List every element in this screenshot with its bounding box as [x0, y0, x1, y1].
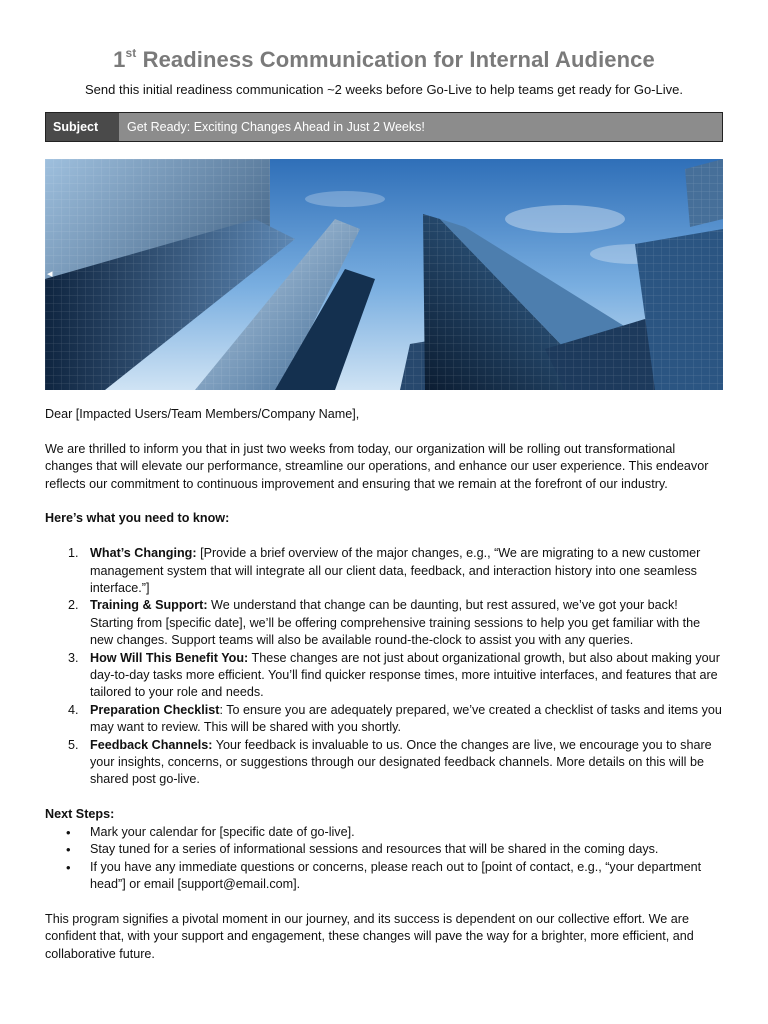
list-number: 5.: [68, 737, 79, 752]
item-title: Feedback Channels:: [90, 737, 213, 752]
bullet-icon: •: [66, 859, 71, 875]
bullet-text: Stay tuned for a series of informational sessions and resources that will be shared in the coming days.: [90, 842, 659, 857]
need-to-know-heading: Here’s what you need to know:: [45, 511, 230, 526]
letter-body: [45, 406, 723, 963]
bullet-text: If you have any immediate questions or concerns, please reach out to [point of contact, e.g., “your department head”] or email [support@email.com].: [90, 859, 702, 891]
bullet-icon: •: [66, 824, 71, 840]
bullet-icon: •: [66, 842, 71, 858]
item-title: Preparation Checklist: [90, 702, 220, 717]
intro-paragraph: We are thrilled to inform you that in just two weeks from today, our organization will be rolling out transformational changes that will elevate our performance, streamline our operations, and enhance our user experience. This endeavor reflects our commitment to continuous improvement and ensuring that we remain at the forefront of our industry.: [45, 441, 709, 491]
list-number: 3.: [68, 650, 79, 665]
subject-value: Get Ready: Exciting Changes Ahead in Just 2 Weeks!: [119, 113, 722, 141]
carousel-prev-icon[interactable]: ◂: [47, 268, 53, 280]
item-text: We understand that change can be daunting, but rest assured, we’ve got your back! Starting from [specific date], we’ll be offering comprehensive training sessions to help you get familiar with the new changes. Support teams will also be available round-the-clock to assist you with any queries.: [90, 598, 701, 648]
page-title: [45, 46, 723, 73]
bullet-list: [45, 824, 723, 894]
item-text: These changes are not just about organizational growth, but also about making your day-to-day tasks more efficient. You’ll find quicker response times, more intuitive interfaces, and features that are tailored to your role and needs.: [90, 650, 720, 700]
subject-box: [45, 112, 723, 142]
subject-label: Subject: [46, 113, 119, 141]
list-number: 4.: [68, 702, 79, 717]
intro-text: Send this initial readiness communication ~2 weeks before Go-Live to help teams get ready for Go-Live.: [85, 82, 683, 97]
item-title: How Will This Benefit You:: [90, 650, 249, 665]
skyscrapers-illustration: [45, 159, 723, 390]
item-title: Training & Support:: [90, 598, 208, 613]
title-superscript: st: [125, 46, 137, 60]
hero-image: [45, 159, 723, 390]
list-item: [45, 545, 723, 597]
list-item: [45, 702, 723, 737]
list-number: 2.: [68, 598, 79, 613]
list-item: [45, 650, 723, 702]
item-text: [Provide a brief overview of the major changes, e.g., “We are migrating to a new customer management system that will integrate all our client data, feedback, and interaction history into one seamless interface.”]: [90, 546, 701, 596]
item-title: What’s Changing:: [90, 546, 197, 561]
numbered-list: [45, 545, 723, 789]
list-item: [45, 737, 723, 789]
item-text: Your feedback is invaluable to us. Once the changes are live, we encourage you to share your insights, concerns, or suggestions through our designated feedback channels. More details on this will be shared post go-live.: [90, 737, 712, 787]
greeting: Dear [Impacted Users/Team Members/Company Name],: [45, 407, 360, 421]
list-item: [45, 597, 723, 649]
item-text: : To ensure you are adequately prepared, we’ve created a checklist of tasks and items you may want to review. This will be shared with you shortly.: [90, 702, 722, 735]
bullet-item: [45, 841, 723, 858]
list-number: 1.: [68, 546, 79, 561]
bullet-item: [45, 859, 723, 894]
bullet-item: [45, 824, 723, 841]
title-number: 1: [113, 47, 126, 72]
closing-paragraph: This program signifies a pivotal moment in our journey, and its success is dependent on our collective effort. We are confident that, with your support and engagement, these changes will pave the way for a brighter, more efficient, and collaborative future.: [45, 911, 694, 961]
title-text: Readiness Communication for Internal Audience: [142, 47, 655, 72]
next-steps-heading: Next Steps:: [45, 807, 115, 822]
bullet-text: Mark your calendar for [specific date of go-live].: [90, 824, 355, 839]
